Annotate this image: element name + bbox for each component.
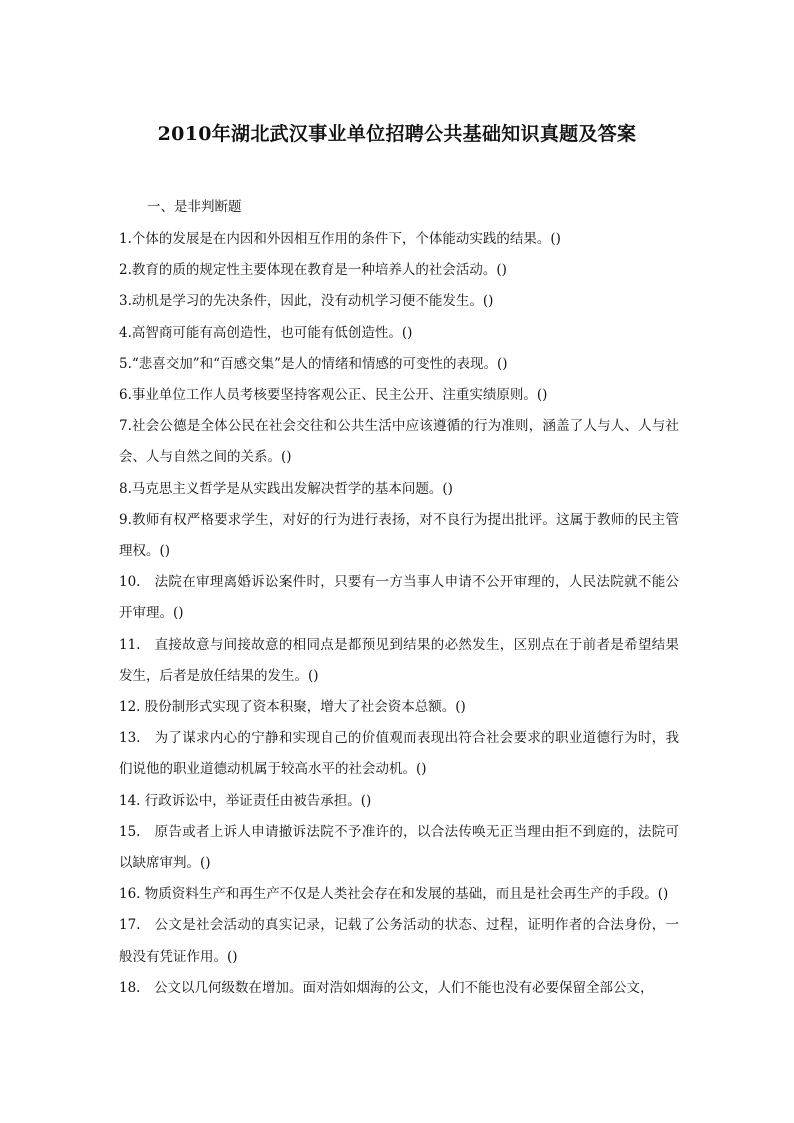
question-item: 2.教育的质的规定性主要体现在教育是一种培养人的社会活动。() <box>119 262 507 279</box>
question-item: 13. 为了谋求内心的宁静和实现自己的价值观而表现出符合社会要求的职业道德行为时，我们说他的职业道德动机属于较高水平的社会动机。() <box>119 730 679 778</box>
question-item: 6.事业单位工作人员考核要坚持客观公正、民主公开、注重实绩原则。() <box>119 387 548 404</box>
section-heading: 一、是非判断题 <box>147 199 242 215</box>
question-item: 10. 法院在审理离婚诉讼案件时，只要有一方当事人申请不公开审理的，人民法院就不能公开审理。() <box>119 574 679 622</box>
question-item: 12. 股份制形式实现了资本积聚，增大了社会资本总额。() <box>119 699 466 716</box>
question-item: 3.动机是学习的先决条件，因此，没有动机学习便不能发生。() <box>119 293 494 310</box>
question-item: 15. 原告或者上诉人申请撤诉法院不予准许的，以合法传唤无正当理由拒不到庭的，法院可以缺席审判。() <box>119 823 679 872</box>
question-item: 11. 直接故意与间接故意的相同点是都预见到结果的必然发生，区别点在于前者是希望结果发生，后者是放任结果的发生。() <box>119 636 679 684</box>
question-list <box>119 224 679 1004</box>
question-item: 17. 公文是社会活动的真实记录，记载了公务活动的状态、过程，证明作者的合法身份，一般没有凭证作用。() <box>119 917 679 965</box>
question-item: 18. 公文以几何级数在增加。面对浩如烟海的公文，人们不能也没有必要保留全部公文， <box>119 979 654 996</box>
question-item: 1.个体的发展是在内因和外因相互作用的条件下，个体能动实践的结果。() <box>119 231 561 247</box>
document-title: 2010年湖北武汉事业单位招聘公共基础知识真题及答案 <box>157 123 637 145</box>
question-item: 9.教师有权严格要求学生，对好的行为进行表扬，对不良行为提出批评。这属于教师的民主管理权。() <box>119 511 679 560</box>
question-item: 4.高智商可能有高创造性，也可能有低创造性。() <box>119 324 413 341</box>
question-item: 7.社会公德是全体公民在社会交往和公共生活中应该遵循的行为准则，涵盖了人与人、人与社会、人与自然之间的关系。() <box>119 418 679 466</box>
question-item: 5.“悲喜交加”和“百感交集”是人的情绪和情感的可变性的表现。() <box>119 355 508 372</box>
question-item: 16. 物质资料生产和再生产不仅是人类社会存在和发展的基础，而且是社会再生产的手段。() <box>119 886 669 903</box>
question-item: 14. 行政诉讼中，举证责任由被告承担。() <box>119 792 372 809</box>
question-item: 8.马克思主义哲学是从实践出发解决哲学的基本问题。() <box>119 480 453 497</box>
